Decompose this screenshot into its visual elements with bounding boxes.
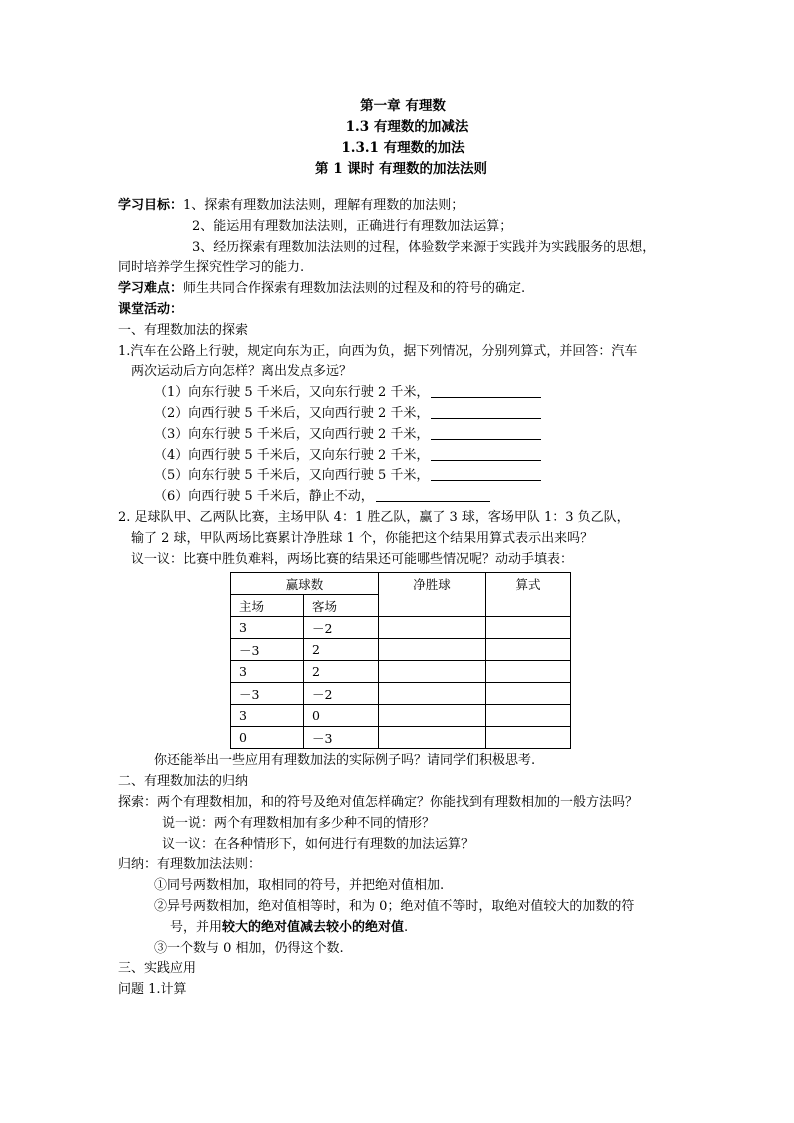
table-row: [231, 661, 571, 683]
lesson-body: [118, 196, 688, 1001]
answer-blank[interactable]: [431, 466, 541, 481]
case-text: （2）向西行驶 5 千米后，又向西行驶 2 千米，: [154, 405, 430, 421]
cell-net-blank[interactable]: [379, 617, 486, 639]
cell-formula-blank[interactable]: [486, 639, 571, 661]
cell-net-blank[interactable]: [379, 683, 486, 705]
question1-line1: 1.汽车在公路上行驶，规定向东为正，向西为负，据下列情况，分别列算式，并回答：汽车: [118, 343, 638, 359]
table-row: [231, 617, 571, 639]
cell-formula-blank[interactable]: [486, 617, 571, 639]
question2-line1: 2. 足球队甲、乙两队比赛，主场甲队 4：1 胜乙队，赢了 3 球，客场甲队 1：3 负乙队，: [118, 509, 630, 525]
objective-3: 3、经历探索有理数加法法则的过程，体验数学来源于实践并为实践服务的思想，: [192, 239, 656, 255]
cell-net-blank[interactable]: [379, 727, 486, 749]
header-home: 主场: [231, 595, 304, 617]
cell-away: －2: [304, 683, 379, 705]
discuss-text: 议一议：在各种情形下，如何进行有理数的加法运算？: [162, 836, 475, 852]
case-text: （4）向西行驶 5 千米后，又向东行驶 2 千米，: [154, 447, 430, 463]
cell-formula-blank[interactable]: [486, 661, 571, 683]
cell-formula-blank[interactable]: [486, 727, 571, 749]
header-goals: 赢球数: [231, 573, 379, 595]
lesson-title: 第 1 课时 有理数的加法法则: [315, 161, 487, 177]
cell-formula-blank[interactable]: [486, 683, 571, 705]
objective-2: 2、能运用有理数加法法则，正确进行有理数加法运算；: [192, 218, 513, 234]
say-text: 说一说：两个有理数相加有多少种不同的情形？: [162, 815, 436, 831]
chapter-title: 第一章 有理数: [360, 98, 446, 114]
table-row: [231, 639, 571, 661]
cell-away: 0: [304, 705, 379, 727]
section-title: 1.3 有理数的加减法: [345, 119, 469, 135]
question2-line3: 议一议：比赛中胜负难料，两场比赛的结果还可能哪些情况呢？动动手填表：: [131, 551, 574, 567]
part2-heading: 二、有理数加法的归纳: [118, 774, 249, 790]
objective-3-continued: 同时培养学生探究性学习的能力.: [118, 260, 305, 276]
objectives-label: 学习目标：: [118, 198, 184, 213]
cell-home: 0: [231, 727, 304, 749]
summary-label: 归纳：有理数加法法则：: [118, 857, 262, 873]
header-net-goals: 净胜球: [379, 573, 486, 617]
difficulty-text: 师生共同合作探索有理数加法法则的过程及和的符号的确定.: [183, 281, 526, 297]
question2-line2: 输了 2 球，甲队两场比赛累计净胜球 1 个，你能把这个结果用算式表示出来吗？: [131, 530, 594, 546]
title-block: [118, 96, 688, 180]
rule-2-line2: [118, 918, 688, 939]
rule-2-emphasis: 较大的绝对值减去较小的绝对值: [222, 919, 405, 935]
cell-net-blank[interactable]: [379, 661, 486, 683]
rule-3: ③一个数与 0 相加，仍得这个数.: [154, 940, 344, 956]
answer-blank[interactable]: [376, 487, 490, 502]
difficulty-label: 学习难点：: [118, 281, 184, 297]
explore-text: 探索：两个有理数相加，和的符号及绝对值怎样确定？你能找到有理数相加的一般方法吗？: [118, 794, 639, 810]
objective-1: 1、探索有理数加法法则，理解有理数的加法则；: [183, 198, 465, 213]
cell-home: 3: [231, 661, 304, 683]
cell-formula-blank[interactable]: [486, 705, 571, 727]
case-item: [118, 404, 688, 425]
table-row: [231, 705, 571, 727]
part1-heading: 一、有理数加法的探索: [118, 322, 249, 338]
case-item: [118, 446, 688, 467]
cell-home: 3: [231, 705, 304, 727]
answer-blank[interactable]: [431, 446, 541, 461]
subsection-title: 1.3.1 有理数的加法: [341, 140, 465, 156]
rule-2-text: 号，并用: [170, 919, 223, 935]
cell-away: －3: [304, 727, 379, 749]
answer-blank[interactable]: [431, 425, 541, 440]
document-page: [118, 96, 688, 1001]
header-away: 客场: [304, 595, 379, 617]
after-table-text: 你还能举出一些应用有理数加法的实际例子吗？请同学们积极思考.: [154, 753, 536, 769]
answer-blank[interactable]: [431, 383, 541, 398]
case-text: （6）向西行驶 5 千米后，静止不动，: [154, 489, 374, 505]
header-formula: 算式: [486, 573, 571, 617]
case-text: （5）向东行驶 5 千米后，又向西行驶 5 千米，: [154, 468, 430, 484]
cell-net-blank[interactable]: [379, 705, 486, 727]
activities-label: 课堂活动：: [118, 301, 184, 317]
rule-2-line1: ②异号两数相加，绝对值相等时，和为 0；绝对值不等时，取绝对值较大的加数的符: [154, 898, 635, 914]
answer-blank[interactable]: [431, 404, 541, 419]
cell-home: 3: [231, 617, 304, 639]
cell-home: －3: [231, 639, 304, 661]
rule-1: ①同号两数相加，取相同的符号，并把绝对值相加.: [154, 878, 445, 894]
table-header-row: [231, 573, 571, 595]
case-item: [118, 383, 688, 404]
cell-net-blank[interactable]: [379, 639, 486, 661]
score-table: [230, 572, 571, 749]
difficulty-line: [118, 279, 688, 300]
cell-home: －3: [231, 683, 304, 705]
cell-away: 2: [304, 661, 379, 683]
case-text: （3）向东行驶 5 千米后，又向西行驶 2 千米，: [154, 426, 430, 442]
case-text: （1）向东行驶 5 千米后，又向东行驶 2 千米，: [154, 385, 430, 401]
problem-1: 问题 1.计算: [118, 982, 187, 998]
case-item: [118, 425, 688, 446]
case-item: [118, 487, 688, 508]
rule-2-period: .: [404, 919, 409, 935]
table-row: [231, 727, 571, 749]
question1-line2: 两次运动后方向怎样？离出发点多远？: [131, 364, 353, 380]
part3-heading: 三、实践应用: [118, 961, 197, 977]
cell-away: －2: [304, 617, 379, 639]
objectives-line-1: [118, 196, 688, 217]
cell-away: 2: [304, 639, 379, 661]
case-item: [118, 466, 688, 487]
table-row: [231, 683, 571, 705]
